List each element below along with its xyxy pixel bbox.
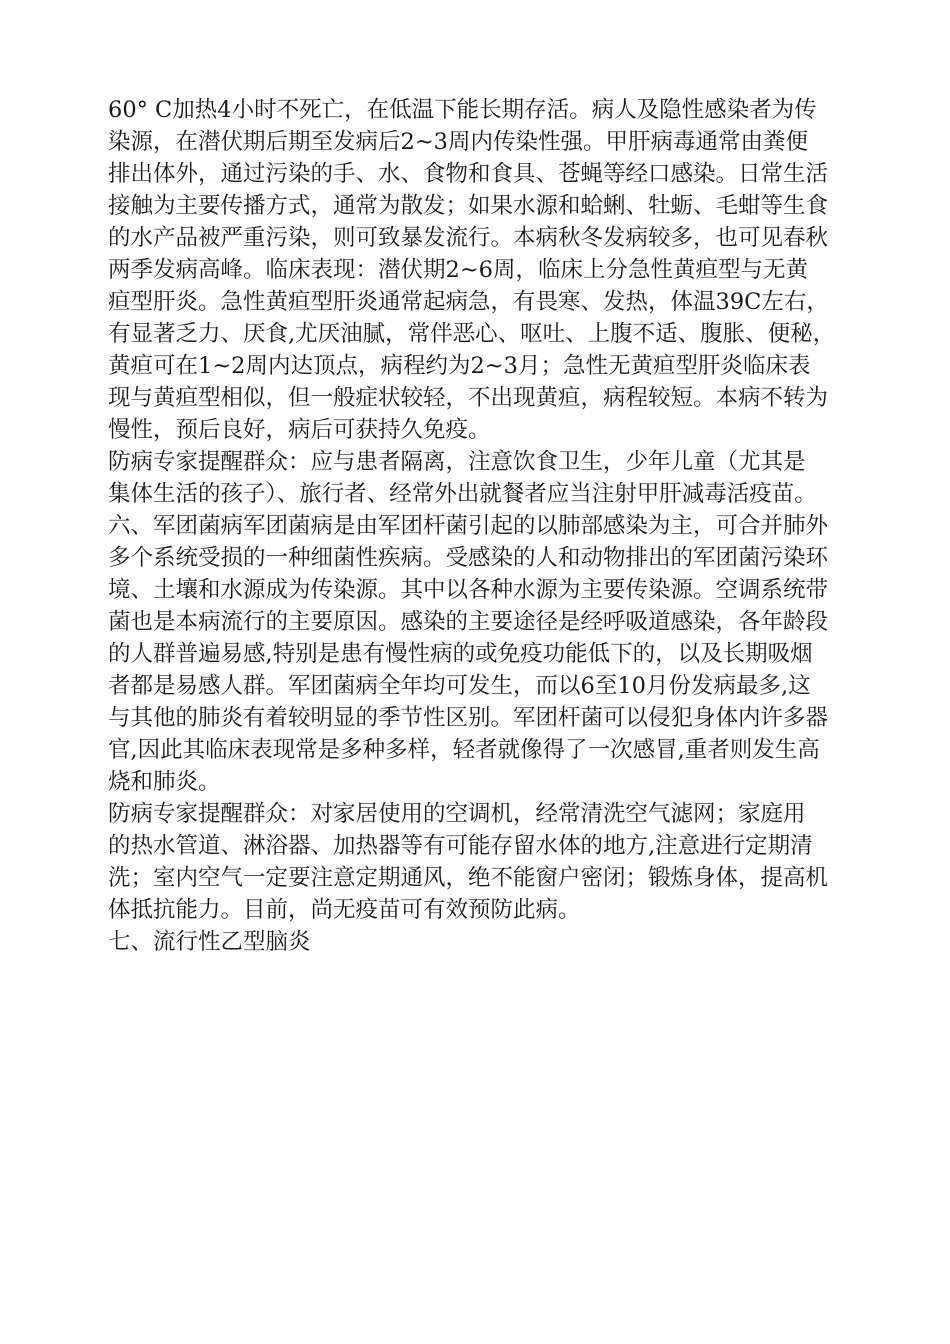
text-line: 的人群普遍易感,特别是患有慢性病的或免疫功能低下的，以及长期吸烟 (108, 641, 813, 667)
text-line: 慢性，预后良好，病后可获持久免疫。 (108, 417, 491, 443)
text-line: 染源，在潜伏期后期至发病后2~3周内传染性强。甲肝病毒通常由粪便 (108, 129, 808, 155)
section-heading-line: 六、军团菌病军团菌病是由军团杆菌引起的以肺部感染为主，可合并肺外 (108, 513, 829, 539)
text-line: 黄疸可在1~2周内达顶点，病程约为2~3月；急性无黄疸型肝炎临床表 (108, 353, 811, 379)
text-line: 防病专家提醒群众：对家居使用的空调机，经常清洗空气滤网；家庭用 (108, 801, 806, 827)
text-line: 的水产品被严重污染，则可致暴发流行。本病秋冬发病较多，也可见春秋 (108, 225, 829, 251)
text-line: 者都是易感人群。军团菌病全年均可发生，而以6至10月份发病最多,这 (108, 673, 811, 699)
text-line: 体抵抗能力。目前，尚无疫苗可有效预防此病。 (108, 897, 581, 923)
text-line: 洗；室内空气一定要注意定期通风，绝不能窗户密闭；锻炼身体，提高机 (108, 865, 829, 891)
text-line: 疸型肝炎。急性黄疸型肝炎通常起病急，有畏寒、发热，体温39C左右， (108, 289, 829, 315)
text-line: 集体生活的孩子）、旅行者、经常外出就餐者应当注射甲肝减毒活疫苗。 (108, 481, 817, 507)
text-line: 官,因此其临床表现常是多种多样，轻者就像得了一次感冒,重者则发生高 (108, 737, 820, 763)
text-line: 有显著乏力、厌食,尤厌油腻，常伴恶心、呕吐、上腹不适、腹胀、便秘， (108, 321, 836, 347)
text-line: 排出体外，通过污染的手、水、食物和食具、苍蝇等经口感染。日常生活 (108, 161, 829, 187)
text-line: 的热水管道、淋浴器、加热器等有可能存留水体的地方,注意进行定期清 (108, 833, 813, 859)
text-line: 多个系统受损的一种细菌性疾病。受感染的人和动物排出的军团菌污染环 (108, 545, 829, 571)
text-line: 现与黄疸型相似，但一般症状较轻，不出现黄疸，病程较短。本病不转为 (108, 385, 829, 411)
document-body (108, 94, 868, 958)
text-line: 菌也是本病流行的主要原因。感染的主要途径是经呼吸道感染，各年龄段 (108, 609, 829, 635)
text-line: 烧和肺炎。 (108, 769, 221, 795)
section-heading-line: 七、流行性乙型脑炎 (108, 929, 311, 955)
text-line: 与其他的肺炎有着较明显的季节性区别。军团杆菌可以侵犯身体内许多器 (108, 705, 829, 731)
text-line: 接触为主要传播方式，通常为散发；如果水源和蛤蜊、牡蛎、毛蚶等生食 (108, 193, 829, 219)
text-line: 两季发病高峰。临床表现：潜伏期2~6周，临床上分急性黄疸型与无黄 (108, 257, 808, 283)
text-line: 境、土壤和水源成为传染源。其中以各种水源为主要传染源。空调系统带 (108, 577, 829, 603)
text-line: 60° C加热4小时不死亡，在低温下能长期存活。病人及隐性感染者为传 (108, 97, 817, 123)
text-line: 防病专家提醒群众：应与患者隔离，注意饮食卫生，少年儿童（尤其是 (108, 449, 806, 475)
